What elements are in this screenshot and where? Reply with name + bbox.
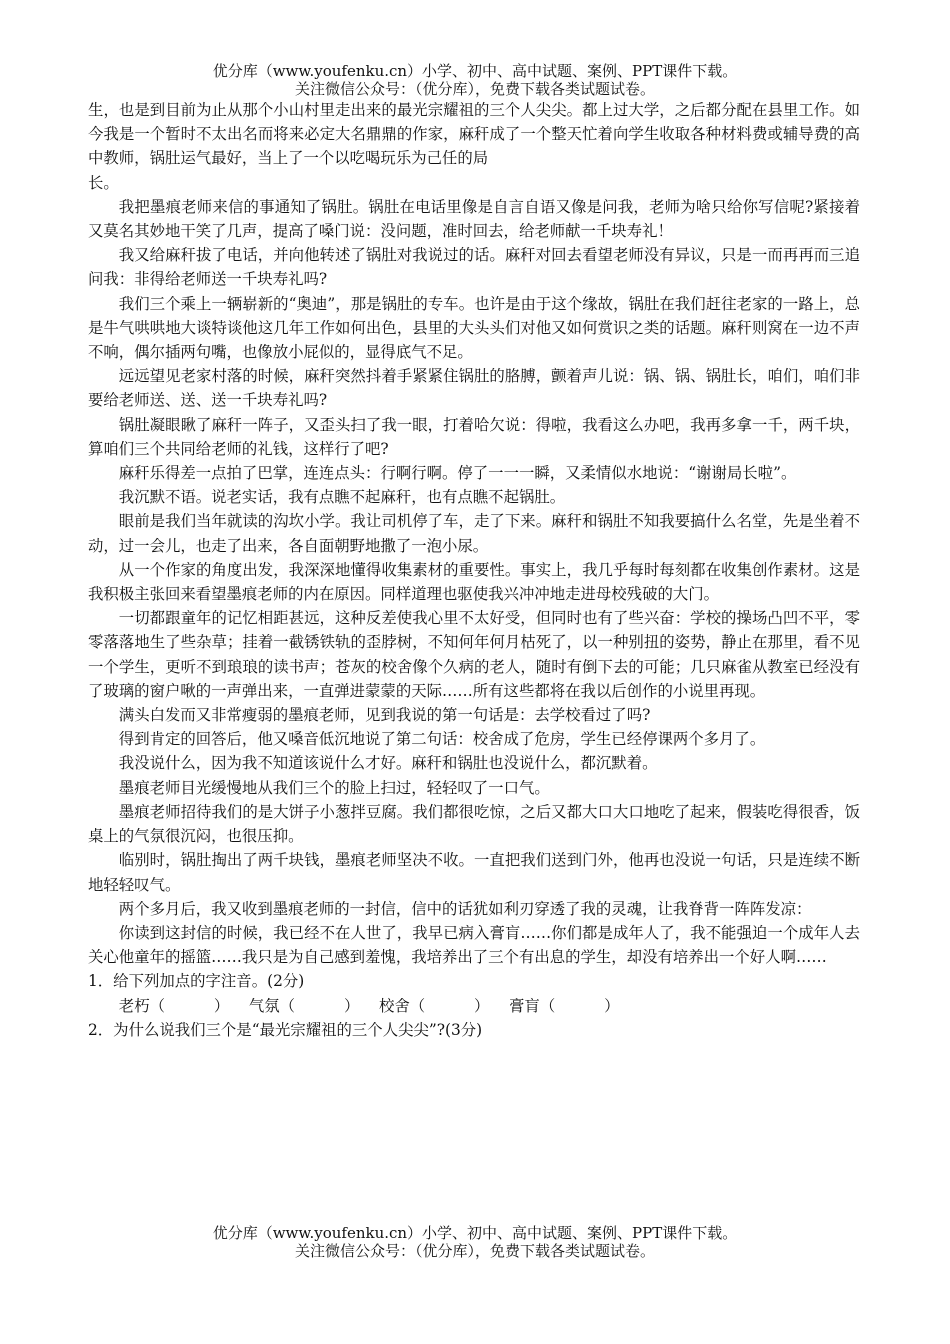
paragraph: 锅肚凝眼瞅了麻秆一阵子，又歪头扫了我一眼，打着哈欠说：得啦，我看这么办吧，我再多拿一千，两千块，算咱们三个共同给老师的礼钱，这样行了吧?	[88, 415, 860, 458]
paragraph: 麻秆乐得差一点拍了巴掌，连连点头：行啊行啊。停了一一一瞬，又柔情似水地说：“谢谢局长啦”。	[118, 464, 797, 483]
paragraph: 长。	[88, 173, 119, 192]
blank-item[interactable]: 老朽（ ）	[118, 996, 230, 1015]
question-1: 1．给下列加点的字注音。(2分)	[88, 972, 305, 991]
footer-line-2: 关注微信公众号：（优分库），免费下载各类试题试卷。	[294, 1242, 655, 1260]
blank-item[interactable]: 校舍（ ）	[378, 996, 490, 1015]
blank-item[interactable]: 气氛（ ）	[248, 996, 360, 1015]
paragraph: 从一个作家的角度出发，我深深地懂得收集素材的重要性。事实上，我几乎每时每刻都在收集创作素材。这是我积极主张回来看望墨痕老师的内在原因。同样道理也驱使我兴冲冲地走进母校残破的大门。	[88, 560, 860, 604]
paragraph: 眼前是我们当年就读的沟坎小学。我让司机停了车，走了下来。麻秆和锅肚不知我要搞什么名堂，先是坐着不动，过一会儿，也走了出来，各自面朝野地撒了一泡小尿。	[88, 512, 860, 555]
footer-line-1: 优分库（www.youfenku.cn）小学、初中、高中试题、案例、PPT课件下载。	[212, 1224, 738, 1242]
letter-quote: 你读到这封信的时候，我已经不在人世了，我早已病入膏肓……你们都是成年人了，我不能强迫一个成年人去关心他童年的摇篮……我只是为自己感到羞愧，我培养出了三个有出息的学生，却没有培养出一个好人啊……	[88, 923, 860, 967]
paragraph: 墨痕老师目光缓慢地从我们三个的脸上扫过，轻轻叹了一口气。	[118, 778, 550, 797]
paragraph: 远远望见老家村落的时候，麻秆突然抖着手紧紧住锅肚的胳膊，颤着声儿说：锅、锅、锅肚长，咱们，咱们非要给老师送、送、送一千块寿礼吗?	[88, 367, 860, 410]
header-line-2: 关注微信公众号：（优分库），免费下载各类试题试卷。	[294, 80, 655, 98]
paragraph: 我没说什么，因为我不知道该说什么才好。麻秆和锅肚也没说什么，都沉默着。	[118, 754, 658, 773]
article-body	[88, 98, 860, 1042]
paragraph: 得到肯定的回答后，他又嗓音低沉地说了第二句话：校舍成了危房，学生已经停课两个多月了。	[118, 730, 766, 749]
paragraph: 两个多月后，我又收到墨痕老师的一封信，信中的话犹如利刃穿透了我的灵魂，让我脊背一阵阵发凉：	[118, 899, 812, 918]
paragraph: 我们三个乘上一辆崭新的“奥迪”，那是锅肚的专车。也许是由于这个缘故，锅肚在我们赶往老家的一路上，总是牛气哄哄地大谈特谈他这几年工作如何出色，县里的大头头们对他又如何赏识之类的话题。麻秆则窝在一边不声不响，偶尔插两句嘴，也像放小屁似的，显得底气不足。	[88, 294, 860, 362]
header-line-1: 优分库（www.youfenku.cn）小学、初中、高中试题、案例、PPT课件下载。	[212, 62, 738, 80]
question-1-answers	[88, 994, 860, 1018]
paragraph: 生，也是到目前为止从那个小山村里走出来的最光宗耀祖的三个人尖尖。都上过大学，之后都分配在县里工作。如今我是一个暂时不太出名而将来必定大名鼎鼎的作家，麻秆成了一个整天忙着向学生收取各种材料费或辅导费的高中教师，锅肚运气最好，当上了一个以吃喝玩乐为己任的局	[88, 101, 860, 168]
paragraph: 我又给麻秆拔了电话，并向他转述了锅肚对我说过的话。麻秆对回去看望老师没有异议，只是一而再再而三追问我：非得给老师送一千块寿礼吗?	[88, 246, 860, 289]
question-2: 2．为什么说我们三个是“最光宗耀祖的三个人尖尖”?(3分)	[88, 1020, 483, 1039]
page-header	[0, 62, 950, 98]
paragraph: 我沉默不语。说老实话，我有点瞧不起麻秆，也有点瞧不起锅肚。	[118, 488, 566, 507]
paragraph: 一切都跟童年的记忆相距甚远，这种反差使我心里不太好受，但同时也有了些兴奋：学校的操场凸凹不平，零零落落地生了些杂草；挂着一截锈铁轨的歪脖树，不知何年何月枯死了，以一种别扭的姿势，静止在那里，看不见一个学生，更听不到琅琅的读书声；苍灰的校舍像个久病的老人，随时有倒下去的可能；几只麻雀从教室已经没有了玻璃的窗户啾的一声弹出来，一直弹进蒙蒙的天际……所有这些都将在我以后创作的小说里再现。	[88, 609, 860, 700]
page-footer	[0, 1224, 950, 1260]
paragraph: 墨痕老师招待我们的是大饼子小葱拌豆腐。我们都很吃惊，之后又都大口大口地吃了起来，假装吃得很香，饭桌上的气氛很沉闷，也很压抑。	[88, 802, 860, 846]
paragraph: 满头白发而又非常瘦弱的墨痕老师，见到我说的第一句话是：去学校看过了吗?	[118, 706, 651, 725]
blank-item[interactable]: 膏肓（ ）	[509, 996, 620, 1015]
paragraph: 临别时，锅肚掏出了两千块钱，墨痕老师坚决不收。一直把我们送到门外，他再也没说一句话，只是连续不断地轻轻叹气。	[88, 851, 860, 894]
paragraph: 我把墨痕老师来信的事通知了锅肚。锅肚在电话里像是自言自语又像是问我，老师为啥只给你写信呢?紧接着又莫名其妙地干笑了几声，提高了嗓门说：没问题，准时回去，给老师献一千块寿礼！	[88, 197, 860, 241]
